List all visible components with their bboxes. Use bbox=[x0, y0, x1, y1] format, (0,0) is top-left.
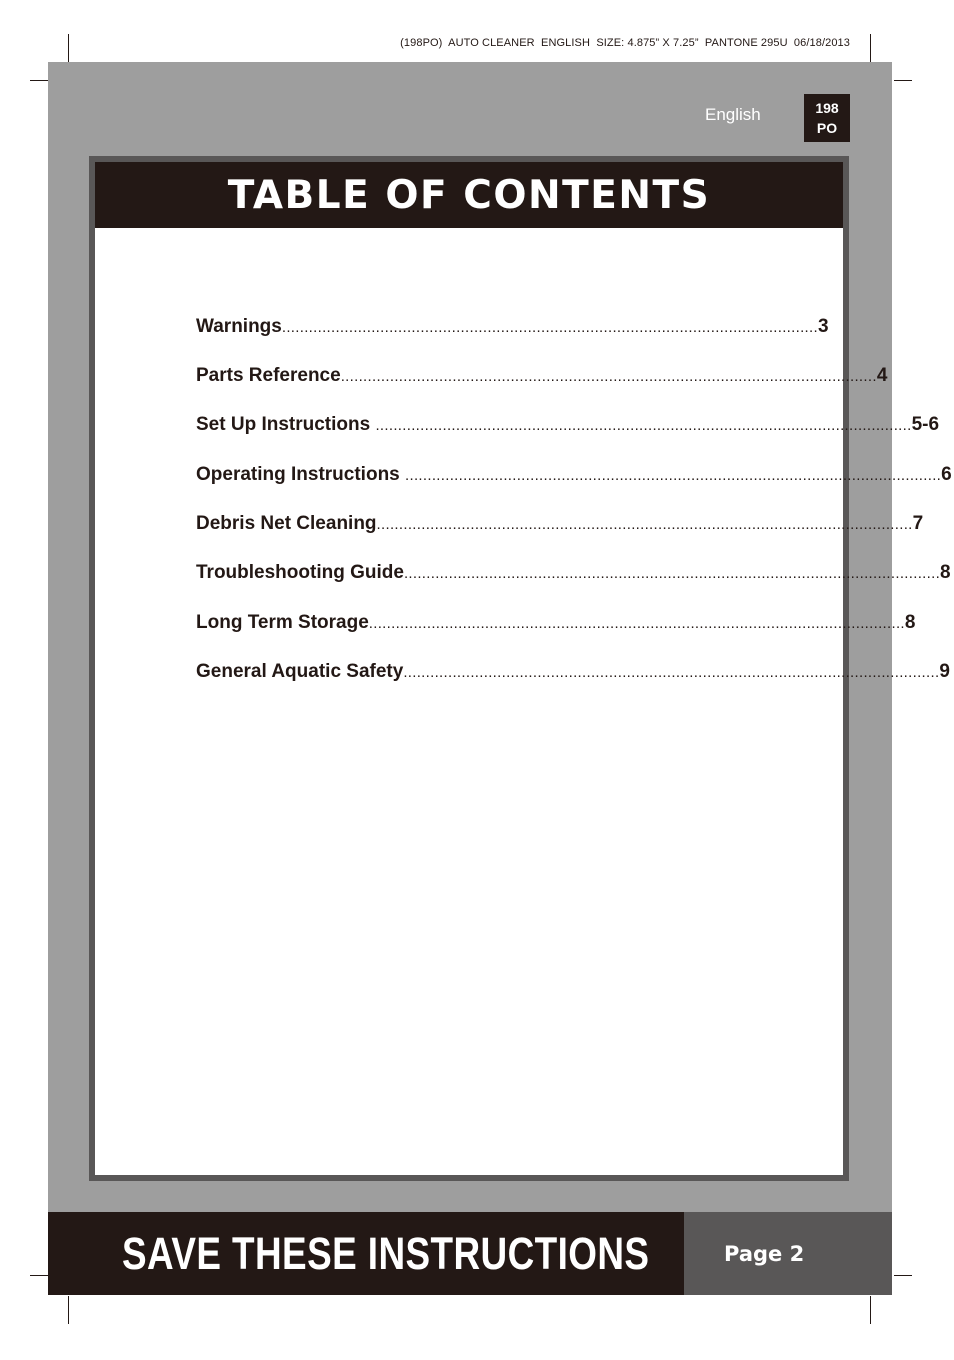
model-code-badge bbox=[804, 94, 850, 142]
toc-entry-title: Parts Reference bbox=[196, 365, 341, 386]
toc-leader: ........................................................................................................................ bbox=[340, 368, 877, 385]
model-code-number: 198 bbox=[815, 100, 839, 116]
toc-entry[interactable] bbox=[196, 464, 952, 490]
page-number-box bbox=[684, 1212, 892, 1295]
crop-mark bbox=[30, 80, 48, 81]
toc-entry-page: 4 bbox=[876, 365, 888, 386]
toc-leader: ........................................................................................................................ bbox=[403, 565, 941, 582]
crop-mark bbox=[870, 34, 871, 62]
toc-entry[interactable] bbox=[196, 414, 940, 440]
toc-entry[interactable] bbox=[196, 612, 916, 638]
print-spec-text: (198PO) AUTO CLEANER ENGLISH SIZE: 4.875” X 7.25” PANTONE 295U 06/18/2013 bbox=[400, 37, 850, 49]
toc-entry-page: 7 bbox=[912, 513, 924, 534]
save-instructions-text: SAVE THESE INSTRUCTIONS bbox=[122, 1227, 650, 1279]
toc-entry[interactable] bbox=[196, 513, 924, 539]
save-instructions-banner bbox=[48, 1212, 684, 1295]
toc-entry-title: Operating Instructions bbox=[196, 464, 406, 485]
crop-mark bbox=[68, 34, 69, 62]
toc-leader: ........................................................................................................................ bbox=[405, 467, 942, 484]
model-code-suffix: PO bbox=[816, 120, 838, 136]
toc-leader: ........................................................................................................................ bbox=[403, 664, 940, 681]
toc-entry[interactable] bbox=[196, 661, 950, 687]
toc-entry-page: 6 bbox=[941, 464, 952, 485]
toc-entry-title: General Aquatic Safety bbox=[196, 661, 404, 682]
toc-entry-page: 9 bbox=[939, 661, 950, 682]
toc-entry-title: Troubleshooting Guide bbox=[196, 562, 404, 583]
toc-entry-title: Debris Net Cleaning bbox=[196, 513, 377, 534]
page-title: TABLE OF CONTENTS bbox=[227, 172, 711, 218]
toc-entry[interactable] bbox=[196, 562, 951, 588]
crop-mark bbox=[68, 1296, 69, 1324]
crop-mark bbox=[870, 1296, 871, 1324]
language-label: English bbox=[705, 105, 761, 124]
toc-entry-page: 8 bbox=[940, 562, 951, 583]
toc-entry-page: 8 bbox=[904, 612, 916, 633]
toc-entry-title: Warnings bbox=[196, 316, 282, 337]
toc-entry-page: 3 bbox=[817, 316, 829, 337]
crop-mark bbox=[30, 1275, 48, 1276]
toc-entry-title: Long Term Storage bbox=[196, 612, 369, 633]
toc-leader: ........................................................................................................................ bbox=[281, 319, 818, 336]
toc-entry[interactable] bbox=[196, 365, 888, 391]
toc-leader: ........................................................................................................................ bbox=[368, 615, 905, 632]
toc-entry-title: Set Up Instructions bbox=[196, 414, 376, 435]
toc-entry[interactable] bbox=[196, 316, 829, 342]
crop-mark bbox=[894, 1275, 912, 1276]
crop-mark bbox=[894, 80, 912, 81]
toc-leader: ........................................................................................................................ bbox=[375, 417, 912, 434]
page-number: Page 2 bbox=[724, 1241, 805, 1266]
contents-header bbox=[95, 162, 843, 228]
toc-entry-page: 5-6 bbox=[911, 414, 940, 435]
toc-leader: ........................................................................................................................ bbox=[376, 516, 913, 533]
